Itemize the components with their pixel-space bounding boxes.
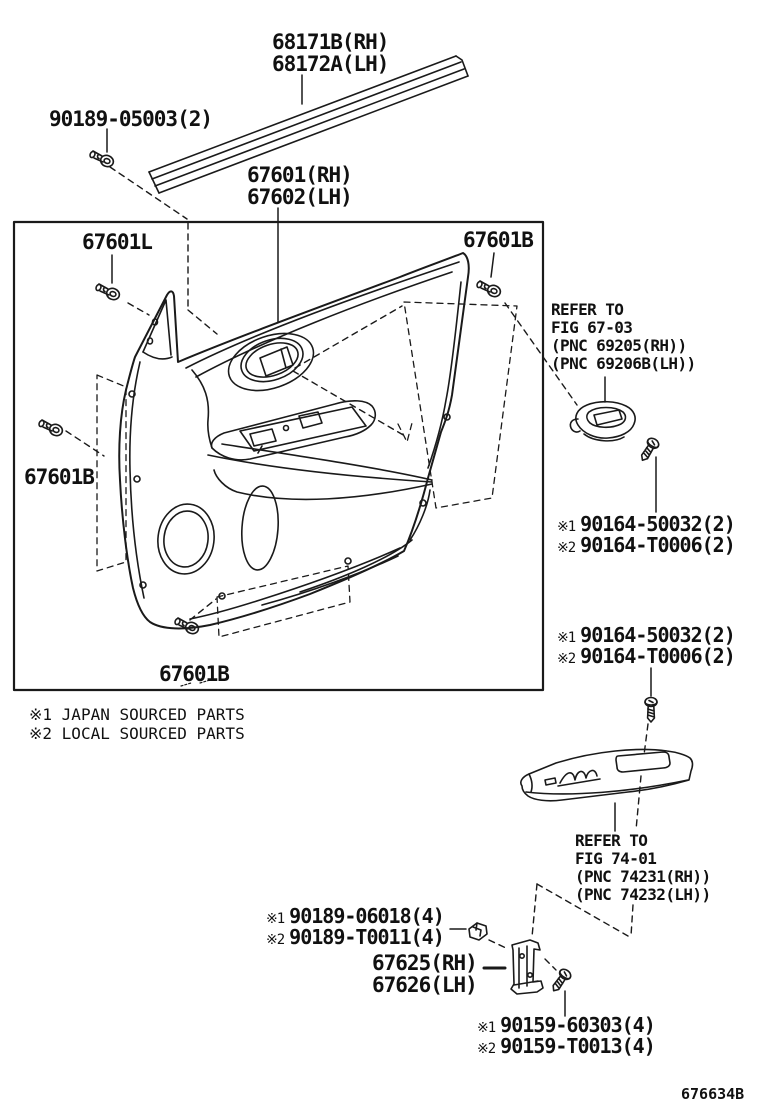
clip-icon-67601b-left [38,420,64,438]
screw-icon-handle [637,436,660,463]
part-number: 90159-T0013(4) [500,1034,655,1058]
fastener-note-handle-screw [557,512,735,557]
fastener-note-row [266,925,444,949]
footnote-mark: ※1 [477,1020,496,1036]
part-number: 90159-60303(4) [500,1013,655,1037]
refer-note-line: (PNC 69205(RH)) [551,336,687,355]
label-weatherstrip-rh: 68171B(RH) [272,30,389,54]
fastener-note-row [477,1013,655,1037]
footnote-mark: ※2 [477,1041,496,1057]
fastener-note-armrest-screw [557,623,735,668]
refer-note-line: REFER TO [551,300,624,319]
figure-code: 676634B [681,1085,745,1103]
footnote-mark: ※2 [557,540,576,556]
small-clip-drawing [469,923,487,940]
label-clip-67601b-top-right: 67601B [463,228,533,252]
fastener-note-bracket-screw [477,1013,655,1058]
label-clip-67601l: 67601L [82,230,152,254]
label-clip-90189: 90189-05003(2) [49,107,213,131]
footnote-mark: ※2 [557,651,576,667]
fastener-note-row [557,533,735,557]
part-number: 90164-T0006(2) [580,533,735,557]
refer-note-armrest [575,832,711,904]
inside-handle-drawing [570,402,635,441]
part-number: 90164-50032(2) [580,512,735,536]
refer-note-line: FIG 74-01 [575,849,657,868]
fastener-note-row [477,1034,655,1058]
fastener-note-row [557,644,735,668]
label-trim-panel [247,164,352,208]
footnote-mark: ※1 [266,911,285,927]
screw-icon-bracket [549,967,573,994]
label-bracket-lh: 67626(LH) [372,973,477,997]
refer-note-line: FIG 67-03 [551,318,633,337]
label-weatherstrip [272,31,388,75]
label-trim-panel-lh: 67602(LH) [247,185,352,209]
label-clip-67601b-left: 67601B [24,465,94,489]
label-bracket [372,952,477,996]
label-trim-panel-rh: 67601(RH) [247,163,352,187]
armrest-drawing [521,750,693,801]
fastener-note-row [557,623,735,647]
refer-note-inside-handle [551,301,696,373]
footnote-mark: ※2 [266,932,285,948]
part-number: 90164-T0006(2) [580,644,735,668]
footnote-mark: ※1 [557,630,576,646]
refer-note-line: (PNC 74232(LH)) [575,885,711,904]
footnote-mark: ※1 [557,519,576,535]
label-bracket-rh: 67625(RH) [372,951,477,975]
label-weatherstrip-lh: 68172A(LH) [272,52,389,76]
refer-note-line: REFER TO [575,831,648,850]
part-number: 90189-T0011(4) [289,925,444,949]
part-number: 90189-06018(4) [289,904,444,928]
screw-icon-armrest [645,698,657,723]
refer-note-line: (PNC 74231(RH)) [575,867,711,886]
refer-note-line: (PNC 69206B(LH)) [551,354,696,373]
part-number: 90164-50032(2) [580,623,735,647]
dashed-connectors [66,167,648,970]
fastener-note-bracket-clip [266,904,444,949]
label-clip-67601b-bottom: 67601B [159,662,229,686]
footnote-japan-sourced: ※1 JAPAN SOURCED PARTS [29,705,245,724]
clip-icon-67601l [95,284,121,302]
door-trim-panel-drawing [119,253,469,686]
fastener-note-row [557,512,735,536]
clip-icon-67601b-top-right [476,281,502,299]
legend-footnotes [29,705,245,743]
bracket-drawing [511,940,543,994]
footnote-local-sourced: ※2 LOCAL SOURCED PARTS [29,724,245,743]
fastener-note-row [266,904,444,928]
clip-icon-90189 [89,151,115,169]
dashed-frames [97,302,517,637]
